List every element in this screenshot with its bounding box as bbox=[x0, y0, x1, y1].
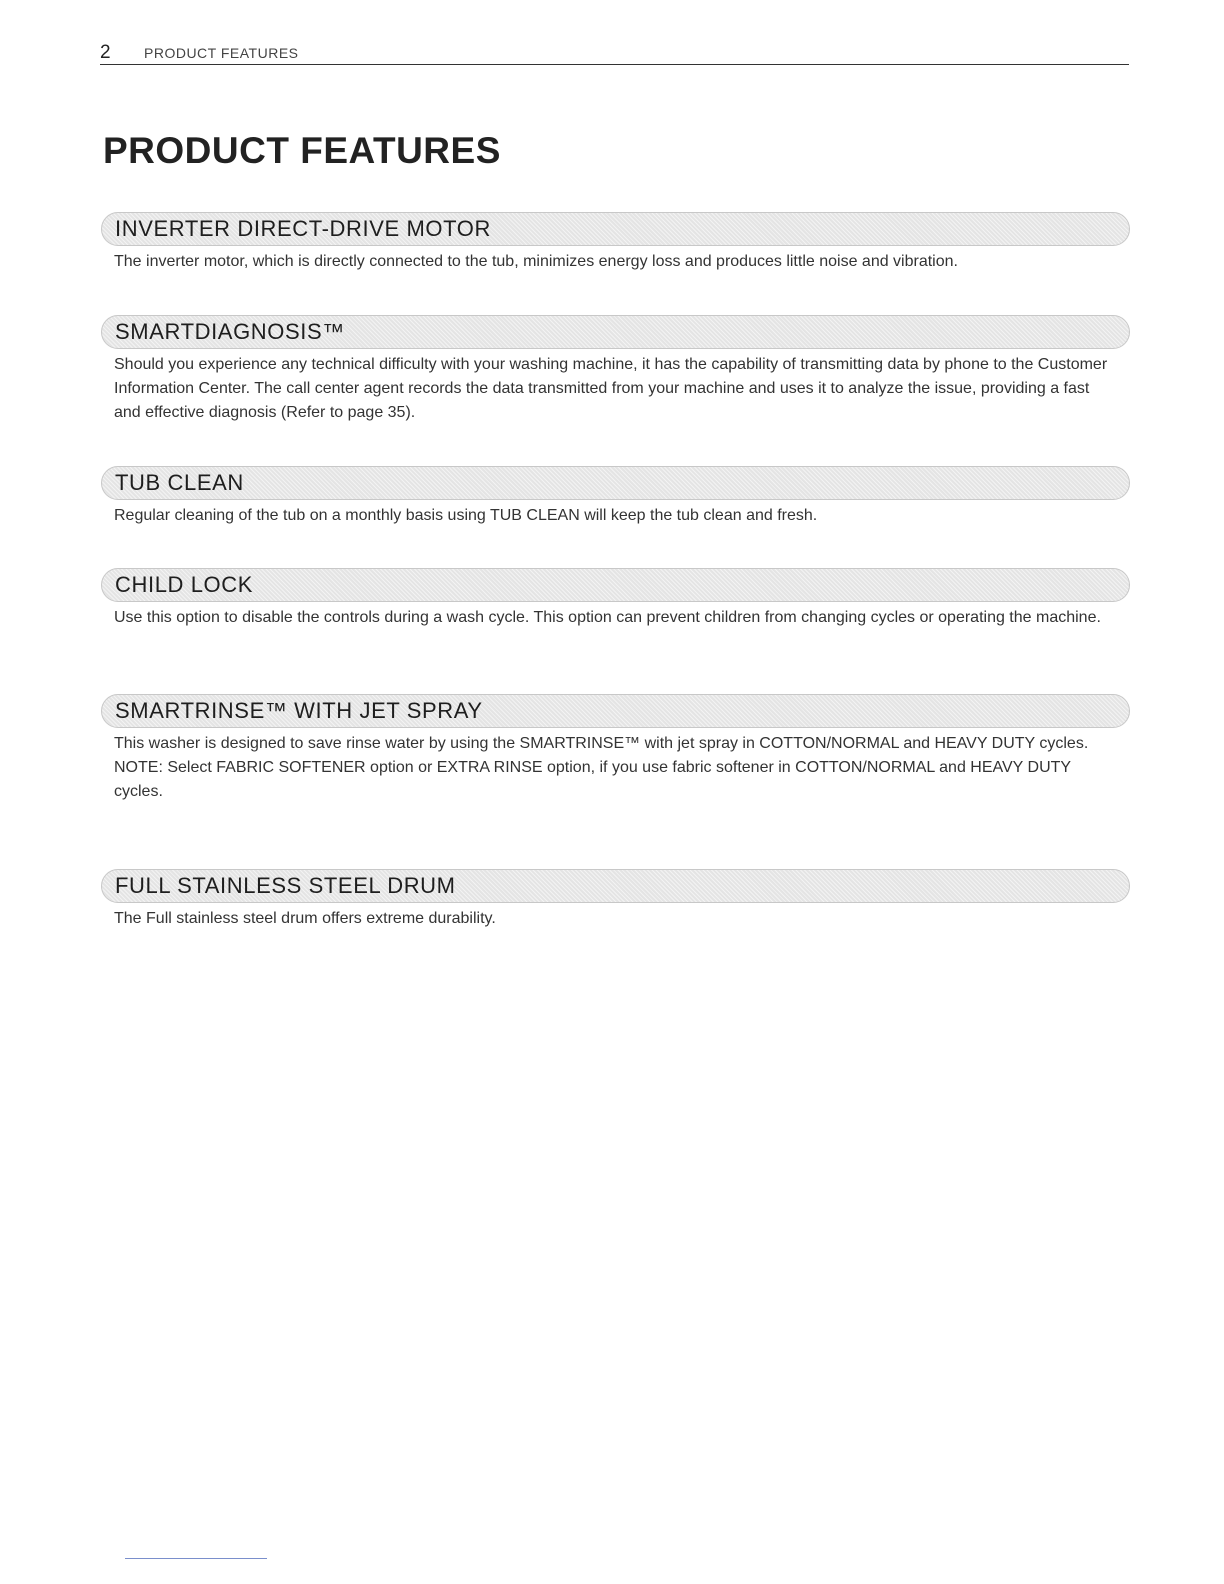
page-number: 2 bbox=[100, 42, 111, 63]
section-heading: SMARTDIAGNOSIS™ bbox=[115, 319, 345, 344]
section-paragraph: The inverter motor, which is directly connected to the tub, minimizes energy loss and produces little noise and vibration. bbox=[114, 253, 958, 270]
section-smartrinse-with-jet-spray bbox=[101, 694, 1130, 804]
section-body bbox=[114, 732, 1119, 804]
section-heading-bar bbox=[101, 869, 1130, 903]
section-heading-bar bbox=[101, 466, 1130, 500]
section-full-stainless-steel-drum bbox=[101, 869, 1130, 931]
section-smartdiagnosis bbox=[101, 315, 1130, 425]
section-paragraph: This washer is designed to save rinse water by using the SMARTRINSE™ with jet spray in COTTON/NORMAL and HEAVY DUTY cycles. bbox=[114, 735, 1089, 752]
section-paragraph: Use this option to disable the controls during a wash cycle. This option can prevent children from changing cycles or operating the machine. bbox=[114, 609, 1101, 626]
section-heading: INVERTER DIRECT-DRIVE MOTOR bbox=[115, 216, 491, 241]
section-heading: SMARTRINSE™ WITH JET SPRAY bbox=[115, 698, 483, 723]
section-body bbox=[114, 504, 1119, 528]
section-body bbox=[114, 353, 1119, 425]
section-paragraph: Should you experience any technical difficulty with your washing machine, it has the capability of transmitting data by phone to the Customer Information Center. The call center agent records the data transmitted from your machine and uses it to analyze the issue, providing a fast and effective diagnosis (Refer to page 35). bbox=[114, 356, 1108, 421]
section-tub-clean bbox=[101, 466, 1130, 528]
section-heading: TUB CLEAN bbox=[115, 470, 244, 495]
section-paragraph: Regular cleaning of the tub on a monthly basis using TUB CLEAN will keep the tub clean and fresh. bbox=[114, 507, 818, 524]
section-heading-bar bbox=[101, 212, 1130, 246]
section-child-lock bbox=[101, 568, 1130, 630]
section-heading: CHILD LOCK bbox=[115, 572, 254, 597]
section-note: NOTE: Select FABRIC SOFTENER option or EXTRA RINSE option, if you use fabric softener in COTTON/NORMAL and HEAVY DUTY cycles. bbox=[114, 759, 1071, 800]
section-heading-bar bbox=[101, 315, 1130, 349]
section-paragraph: The Full stainless steel drum offers extreme durability. bbox=[114, 910, 496, 927]
section-heading: FULL STAINLESS STEEL DRUM bbox=[115, 873, 456, 898]
running-title: PRODUCT FEATURES bbox=[144, 45, 299, 61]
section-body bbox=[114, 907, 1119, 931]
footer-rule bbox=[125, 1558, 267, 1559]
section-heading-bar bbox=[101, 568, 1130, 602]
section-body bbox=[114, 606, 1119, 630]
section-body bbox=[114, 250, 1119, 274]
section-heading-bar bbox=[101, 694, 1130, 728]
page-title: PRODUCT FEATURES bbox=[103, 130, 501, 171]
running-header bbox=[100, 42, 1129, 65]
section-inverter-direct-drive-motor bbox=[101, 212, 1130, 274]
